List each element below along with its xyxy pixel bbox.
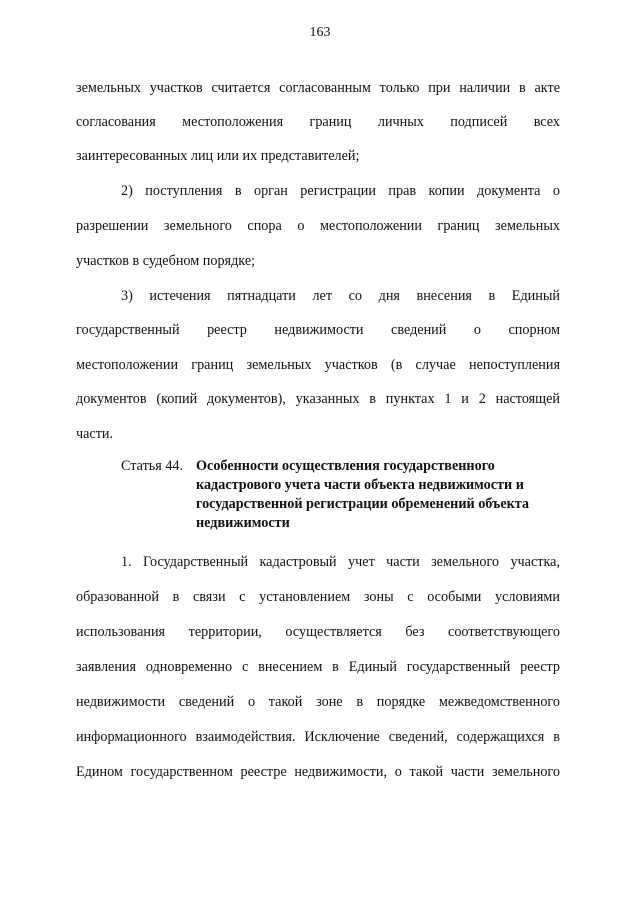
article-title-line: кадастрового учета части объекта недвижимости и xyxy=(196,477,524,493)
text-line: части. xyxy=(76,426,114,442)
text-line: участков в судебном порядке; xyxy=(76,253,256,269)
article-title-line: Особенности осуществления государственного xyxy=(196,458,495,474)
text-line: информационного взаимодействия. Исключение сведений, содержащихся в xyxy=(76,729,560,745)
text-line: использования территории, осуществляется без соответствующего xyxy=(76,624,560,640)
text-line: заинтересованных лиц или их представителей; xyxy=(76,148,360,164)
text-line: разрешении земельного спора о местоположении границ земельных xyxy=(76,218,560,234)
text-line: недвижимости сведений о такой зоне в порядке межведомственного xyxy=(76,694,560,710)
text-line: заявления одновременно с внесением в Единый государственный реестр xyxy=(76,659,560,675)
text-line: согласования местоположения границ личных подписей всех xyxy=(76,114,560,130)
text-line: 2) поступления в орган регистрации прав копии документа о xyxy=(121,183,560,199)
article-title-line: недвижимости xyxy=(196,515,290,531)
text-line: Едином государственном реестре недвижимости, о такой части земельного xyxy=(76,764,560,780)
article-title-line: государственной регистрации обременений объекта xyxy=(196,496,530,512)
text-line: 1. Государственный кадастровый учет части земельного участка, xyxy=(121,554,560,570)
text-line: государственный реестр недвижимости сведений о спорном xyxy=(76,322,560,338)
text-line: местоположении границ земельных участков (в случае непоступления xyxy=(76,357,560,373)
page-number: 163 xyxy=(309,25,331,40)
text-line: образованной в связи с установлением зоны с особыми условиями xyxy=(76,589,560,605)
text-line: 3) истечения пятнадцати лет со дня внесения в Единый xyxy=(121,288,560,304)
text-line: земельных участков считается согласованным только при наличии в акте xyxy=(76,80,560,96)
article-label: Статья 44. xyxy=(121,458,184,474)
text-line: документов (копий документов), указанных в пунктах 1 и 2 настоящей xyxy=(76,391,560,407)
